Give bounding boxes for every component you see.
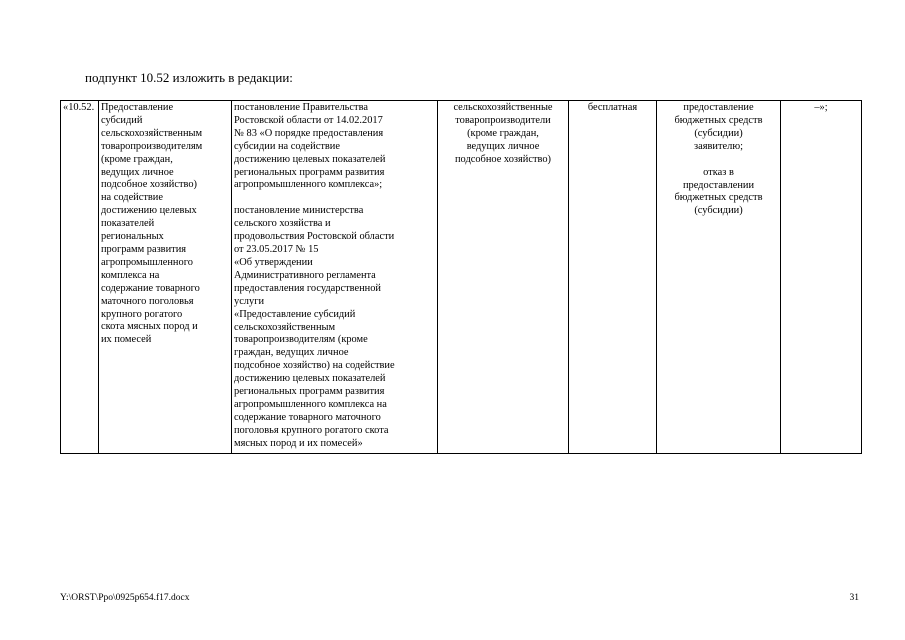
paragraph-gap xyxy=(234,192,435,205)
payment-type: бесплатная xyxy=(587,102,638,113)
service-name-cell xyxy=(99,101,232,454)
item-number: «10.52. xyxy=(63,102,95,113)
last-cell xyxy=(781,101,862,454)
footer-file-path: Y:\ORST\Ppo\0925p654.f17.docx xyxy=(60,593,190,603)
legal-basis-cell xyxy=(232,101,438,454)
item-number-cell xyxy=(61,101,99,454)
service-name: Предоставление субсидий сельскохозяйственным товаропроизводителям (кроме граждан, ведущих личное подсобное хозяйство) на содействие достижению целевых показателей региональных программ развития агропромышленного комплекса на содержание товарного маточного поголовья крупного рогатого скота мясных пород и их помесей xyxy=(101,102,203,346)
regulation-table xyxy=(60,100,862,454)
result-grant: предоставление бюджетных средств (субсидии) заявителю; xyxy=(674,102,763,152)
intro-text: подпункт 10.52 изложить в редакции: xyxy=(85,70,293,85)
legal-basis-ministry: постановление министерства сельского хозяйства и продовольствия Ростовской области от 23.05.2017 № 15 «Об утверждении Административного регламента предоставления государственной услуги «Предоставление субсидий сельскохозяйственным товаропроизводителям (кроме граждан, ведущих личное подсобное хозяйство) на содействие достижению целевых показателей региональных программ развития агропромышленного комплекса на содержание товарного маточного поголовья крупного рогатого скота мясных пород и их помесей» xyxy=(234,205,395,449)
closing-mark: –»; xyxy=(814,102,828,113)
result-refusal: отказ в предоставлении бюджетных средств (субсидии) xyxy=(674,166,763,217)
paragraph-gap xyxy=(659,154,778,167)
recipients-cell xyxy=(438,101,569,454)
table-row xyxy=(61,101,862,454)
result-cell xyxy=(657,101,781,454)
payment-cell xyxy=(569,101,657,454)
legal-basis-resolution: постановление Правительства Ростовской области от 14.02.2017 № 83 «О порядке предоставления субсидии на содействие достижению целевых показателей региональных программ развития агропромышленного комплекса»; xyxy=(234,102,386,191)
recipients: сельскохозяйственные товаропроизводители (кроме граждан, ведущих личное подсобное хозяйство) xyxy=(453,102,553,165)
page-number: 31 xyxy=(849,593,859,603)
